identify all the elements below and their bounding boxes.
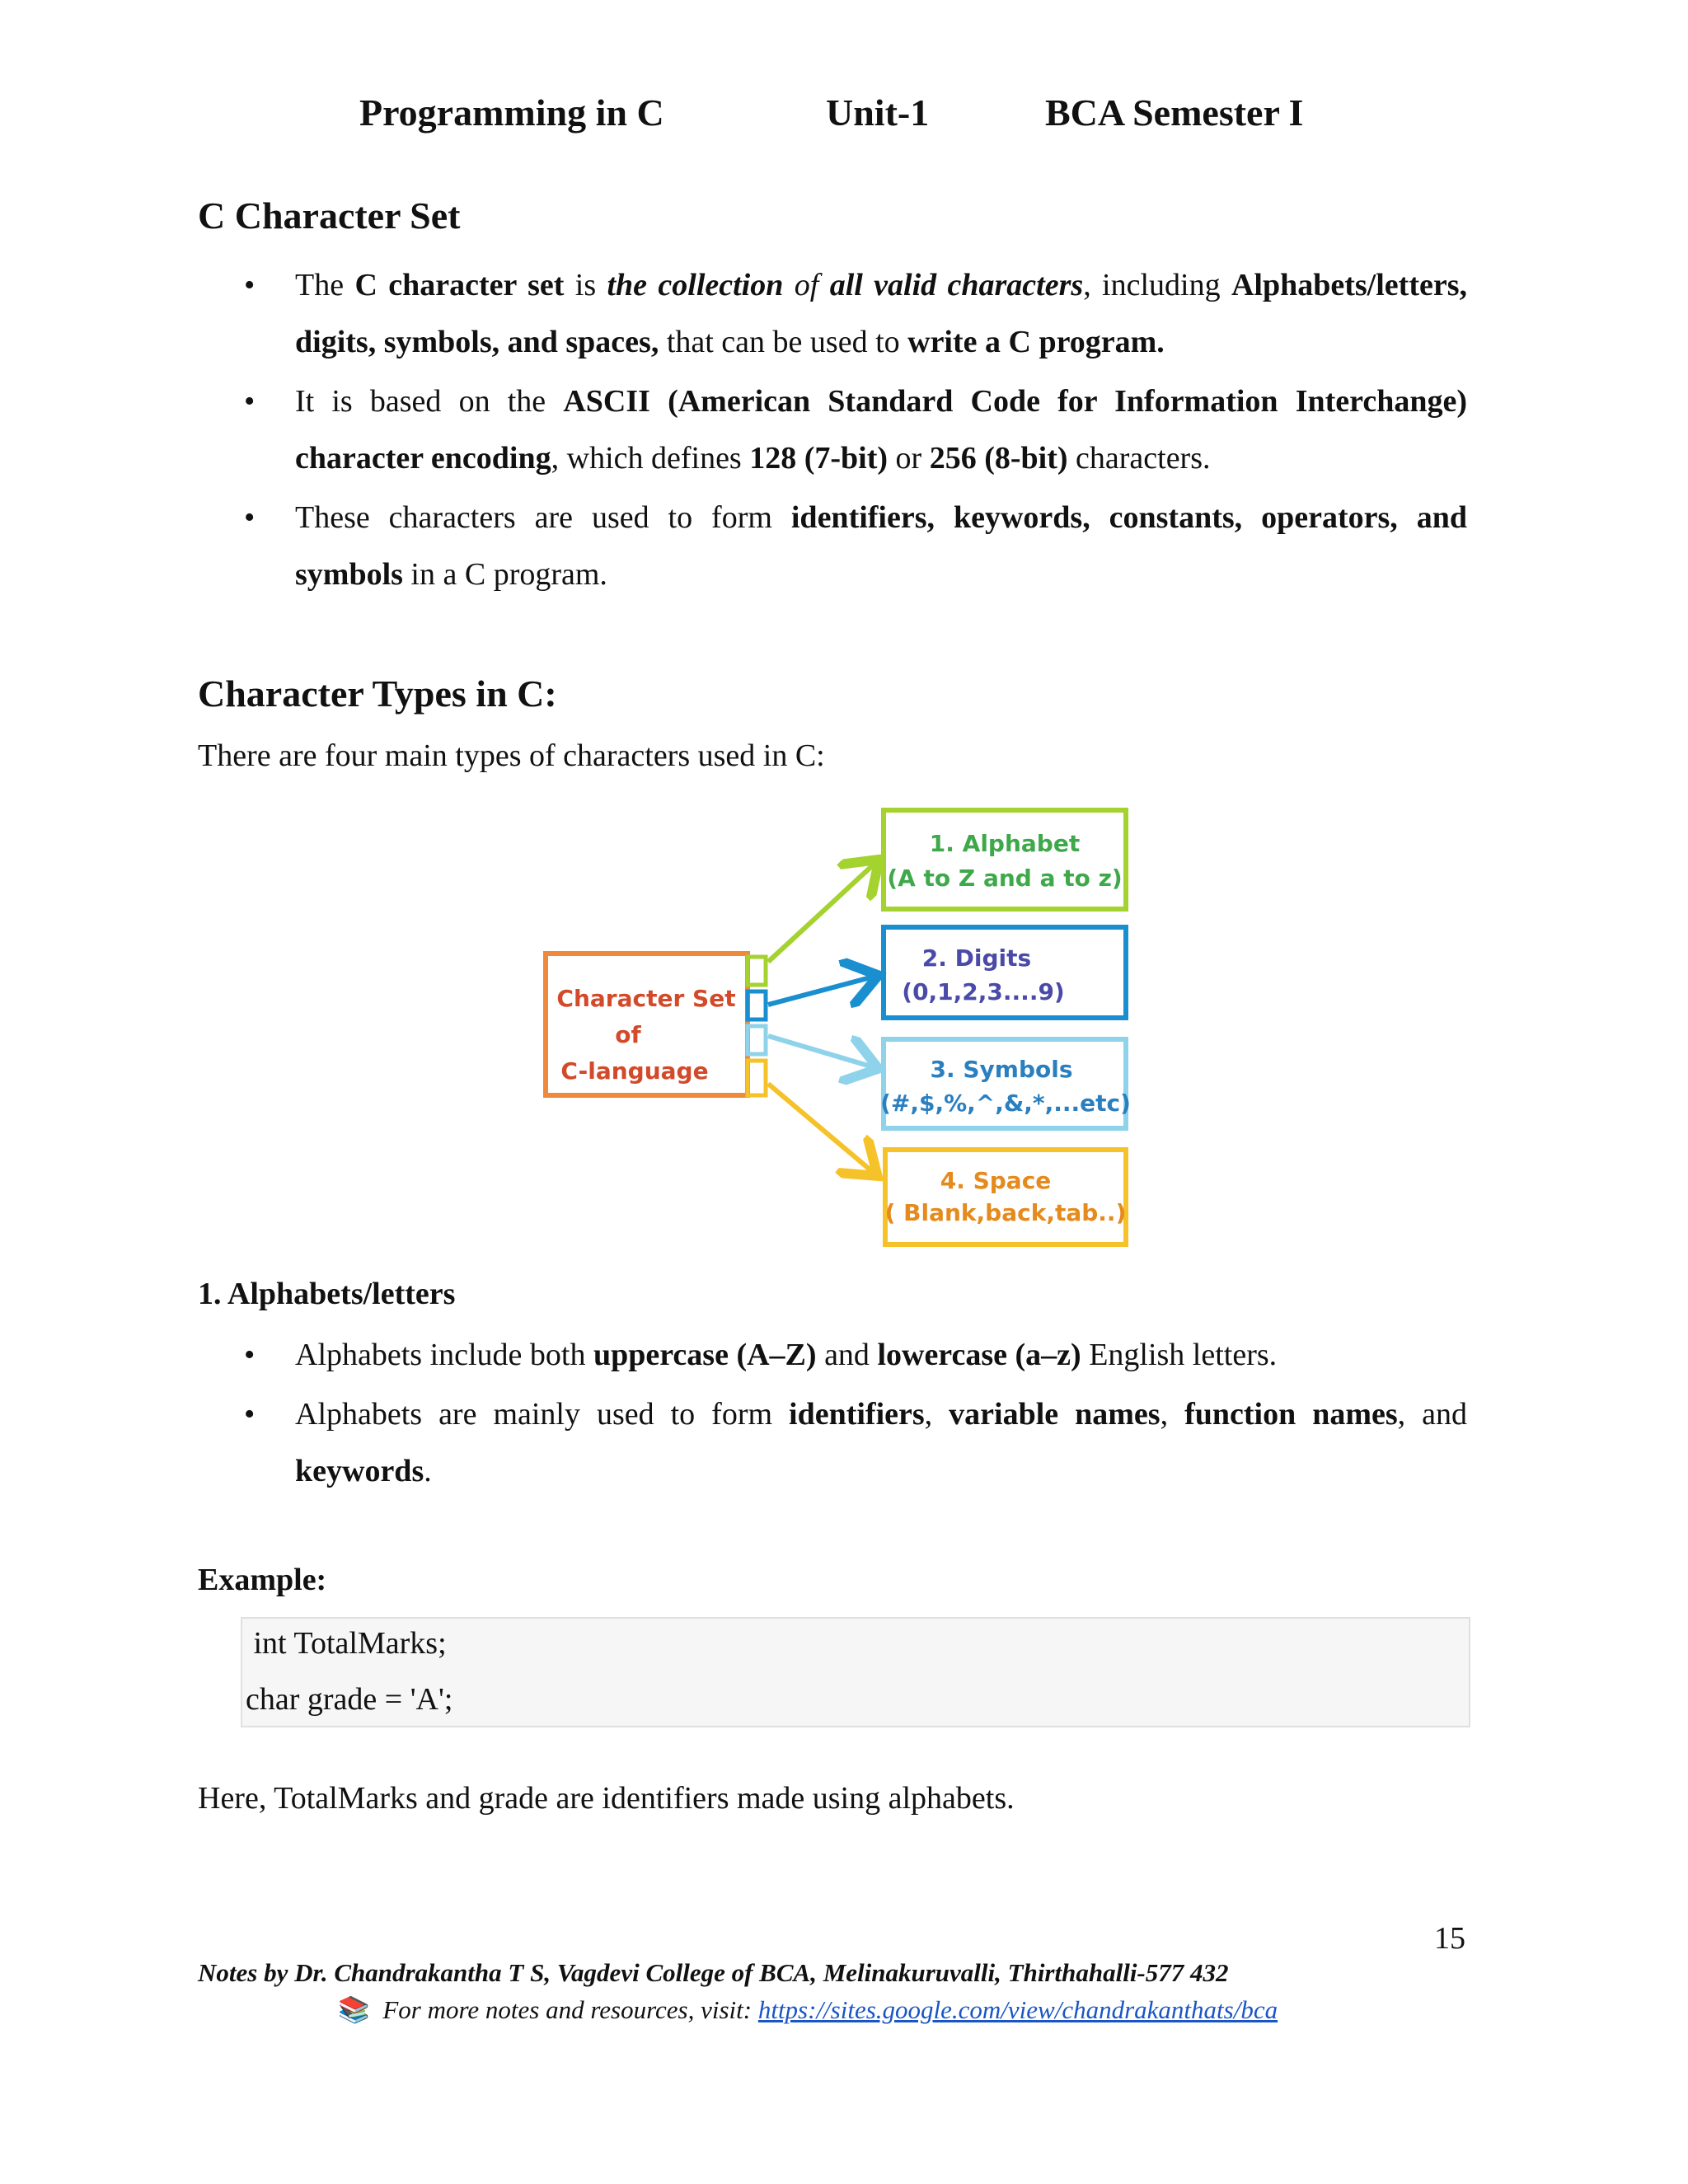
bullet-icon: • xyxy=(244,384,256,419)
course-title: Programming in C xyxy=(359,91,664,134)
alphabets-bullet-list xyxy=(198,1327,1467,1502)
bullet-text: Alphabets are mainly used to form identifiers, variable names, function names, and keywords. xyxy=(295,1397,1468,1488)
footer-resources-prefix: For more notes and resources, visit: xyxy=(382,1995,753,2024)
footer-author-note: Notes by Dr. Chandrakantha T S, Vagdevi College of BCA, Melinakuruvalli, Thirthahalli-577 432 xyxy=(198,1958,1229,1987)
bullet-text: These characters are used to form identifiers, keywords, constants, operators, and symbols in a C program. xyxy=(295,500,1467,592)
connector-tab-digits xyxy=(748,991,766,1019)
bullet-item xyxy=(198,490,1467,603)
example-note: Here, TotalMarks and grade are identifiers made using alphabets. xyxy=(198,1781,1015,1816)
bullet-item xyxy=(198,257,1467,371)
bullet-icon: • xyxy=(244,268,256,302)
target-alphabet-title: 1. Alphabet xyxy=(929,830,1081,857)
code-line: char grade = 'A'; xyxy=(246,1682,453,1717)
alphabets-heading: 1. Alphabets/letters xyxy=(198,1277,456,1311)
character-set-bullet-list xyxy=(198,257,1467,606)
connector-tab-alphabet xyxy=(748,957,766,985)
bullet-item xyxy=(198,1327,1467,1384)
section-title-character-set: C Character Set xyxy=(198,194,461,237)
target-box-space xyxy=(885,1150,1126,1244)
target-symbols-title: 3. Symbols xyxy=(930,1056,1073,1083)
arrow-alphabet xyxy=(768,863,875,962)
target-digits-detail: (0,1,2,3....9) xyxy=(902,978,1065,1005)
target-space-detail: ( Blank,back,tab..) xyxy=(884,1199,1127,1226)
target-symbols-detail: (#,$,%,^,&,*,...etc) xyxy=(880,1090,1131,1117)
arrow-symbols xyxy=(768,1036,874,1067)
bullet-item xyxy=(198,373,1467,487)
character-types-intro: There are four main types of characters used in C: xyxy=(198,738,825,773)
code-line: int TotalMarks; xyxy=(246,1626,447,1661)
connector-tab-symbols xyxy=(748,1026,766,1054)
target-digits-title: 2. Digits xyxy=(921,944,1032,972)
page-number: 15 xyxy=(1434,1921,1465,1956)
bullet-icon: • xyxy=(244,1338,256,1372)
target-alphabet-detail: (A to Z and a to z) xyxy=(887,865,1123,892)
character-set-diagram xyxy=(528,804,1137,1253)
footer-resource-link[interactable]: https://sites.google.com/view/chandrakanthats/bca xyxy=(757,1995,1278,2024)
code-example-box xyxy=(241,1617,1470,1727)
connector-tab-space xyxy=(748,1061,766,1095)
books-icon: 📚 xyxy=(338,1995,370,2024)
bullet-text: Alphabets include both uppercase (A–Z) and lowercase (a–z) English letters. xyxy=(295,1338,1278,1372)
page-header xyxy=(0,91,1688,148)
semester-label: BCA Semester I xyxy=(1045,91,1304,134)
arrow-space xyxy=(768,1084,874,1173)
bullet-icon: • xyxy=(244,500,256,535)
source-label-line3: C-language xyxy=(560,1057,709,1085)
source-label-line1: Character Set xyxy=(556,985,736,1012)
arrow-digits xyxy=(768,977,874,1005)
bullet-text: The C character set is the collection of all valid characters, including Alphabets/letters, digits, symbols, and spaces, that can be used to write a C program. xyxy=(295,268,1467,359)
bullet-icon: • xyxy=(244,1397,256,1432)
example-label: Example: xyxy=(198,1563,327,1597)
bullet-text: It is based on the ASCII (American Standard Code for Information Interchange) character encoding, which defines 128 (7-bit) or 256 (8-bit) characters. xyxy=(295,384,1467,476)
section-title-character-types: Character Types in C: xyxy=(198,673,557,715)
target-space-title: 4. Space xyxy=(940,1167,1052,1194)
unit-label: Unit-1 xyxy=(826,91,930,134)
footer-resources-line xyxy=(338,1994,1278,2025)
bullet-item xyxy=(198,1386,1467,1500)
source-label-line2: of xyxy=(615,1021,641,1048)
target-box-alphabet xyxy=(884,810,1126,909)
